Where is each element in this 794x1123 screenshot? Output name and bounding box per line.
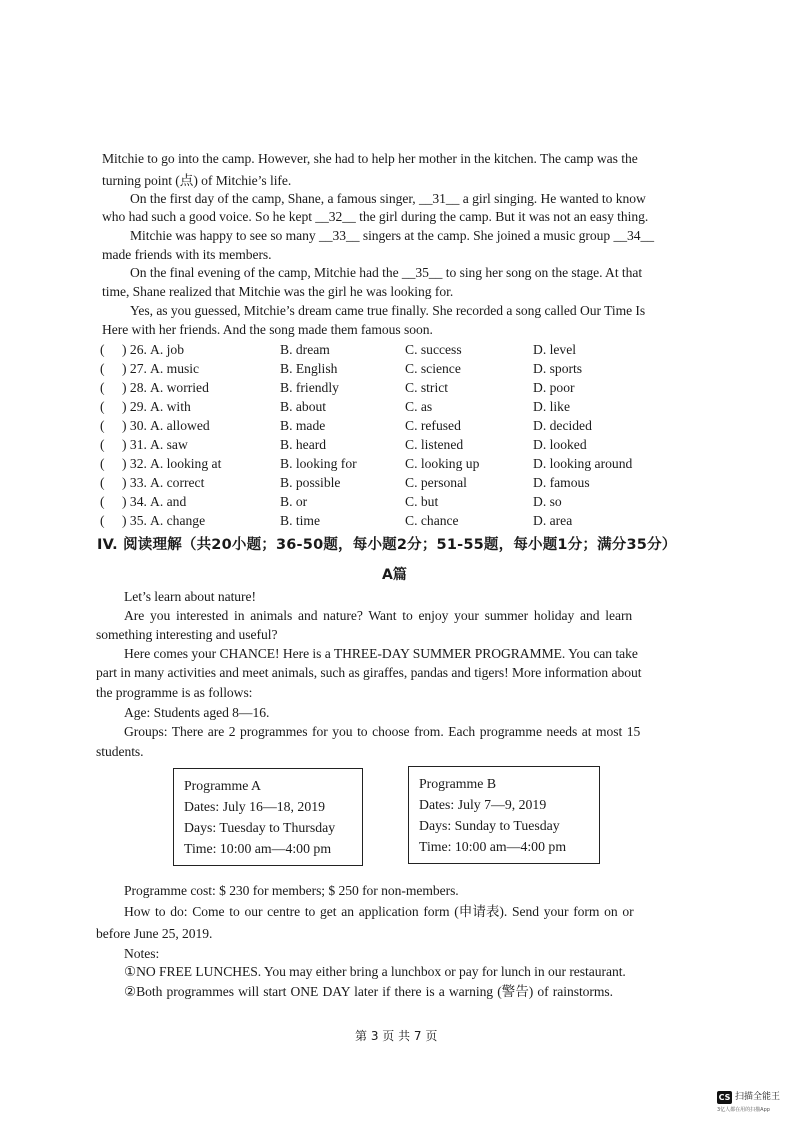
programme-b-box	[408, 766, 600, 864]
cloze-line-4: who had such a good voice. So he kept __32__ the girl during the camp. But it was not an easy thing.	[102, 209, 649, 224]
passage-line: students.	[96, 744, 144, 759]
option-row	[100, 435, 700, 454]
option-b: B. heard	[280, 437, 327, 452]
option-d: D. level	[533, 342, 577, 357]
option-row	[100, 340, 700, 359]
programme-b-dates: Dates: July 7—9, 2019	[419, 797, 547, 812]
answer-paren[interactable]: (	[100, 494, 105, 509]
question-number: ) 26.	[122, 342, 147, 357]
option-d: D. poor	[533, 380, 575, 395]
programme-a-dates: Dates: July 16—18, 2019	[184, 799, 326, 814]
option-c: C. refused	[405, 418, 461, 433]
option-d: D. area	[533, 513, 573, 528]
how-to-do: How to do: Come to our centre to get an application form (申请表). Send your form on or	[124, 904, 634, 919]
passage-line: part in many activities and meet animals, such as giraffes, pandas and tigers! More information about	[96, 665, 642, 680]
passage-line: Here comes your CHANCE! Here is a THREE-DAY SUMMER PROGRAMME. You can take	[124, 646, 638, 661]
answer-paren[interactable]: (	[100, 437, 105, 452]
question-number: ) 29.	[122, 399, 147, 414]
option-row	[100, 473, 700, 492]
answer-paren[interactable]: (	[100, 342, 105, 357]
answer-paren[interactable]: (	[100, 456, 105, 471]
question-number: ) 32.	[122, 456, 147, 471]
option-d: D. famous	[533, 475, 590, 490]
option-a: A. looking at	[150, 456, 222, 471]
cs-logo-icon: CS	[718, 1093, 731, 1102]
option-row	[100, 492, 700, 511]
option-c: C. strict	[405, 380, 449, 395]
answer-paren[interactable]: (	[100, 475, 105, 490]
question-number: ) 31.	[122, 437, 147, 452]
page-number: 第 3 页 共 7 页	[355, 1029, 438, 1043]
programme-cost: Programme cost: $ 230 for members; $ 250 for non-members.	[124, 883, 459, 898]
option-row	[100, 378, 700, 397]
answer-paren[interactable]: (	[100, 361, 105, 376]
question-number: ) 33.	[122, 475, 147, 490]
note-1: ①NO FREE LUNCHES. You may either bring a lunchbox or pay for lunch in our restaurant.	[124, 964, 626, 979]
option-d: D. looking around	[533, 456, 633, 471]
cloze-line-9: Yes, as you guessed, Mitchie’s dream came true finally. She recorded a song called Our Time Is	[130, 303, 646, 318]
option-a: A. and	[150, 494, 187, 509]
cloze-line-2: turning point (点) of Mitchie’s life.	[102, 173, 292, 188]
note-2: ②Both programmes will start ONE DAY later if there is a warning (警告) of rainstorms.	[124, 984, 614, 999]
cloze-line-10: Here with her friends. And the song made them famous soon.	[102, 322, 433, 337]
option-b: B. friendly	[280, 380, 339, 395]
option-c: C. success	[405, 342, 462, 357]
cloze-line-5: Mitchie was happy to see so many __33__ singers at the camp. She joined a music group __34__	[130, 228, 654, 243]
programme-b-days: Days: Sunday to Tuesday	[419, 818, 560, 833]
question-number: ) 27.	[122, 361, 147, 376]
option-b: B. about	[280, 399, 327, 414]
option-a: A. change	[150, 513, 206, 528]
option-d: D. like	[533, 399, 570, 414]
answer-paren[interactable]: (	[100, 513, 105, 528]
watermark-subtitle: 3亿人都在用的扫描App	[717, 1107, 770, 1113]
cloze-line-6: made friends with its members.	[102, 247, 272, 262]
cloze-line-3: On the first day of the camp, Shane, a famous singer, __31__ a girl singing. He wanted to know	[130, 191, 646, 206]
answer-paren[interactable]: (	[100, 399, 105, 414]
option-b: B. made	[280, 418, 326, 433]
programme-a-days: Days: Tuesday to Thursday	[184, 820, 336, 835]
programme-a-box	[173, 768, 363, 866]
option-c: C. chance	[405, 513, 459, 528]
option-b: B. possible	[280, 475, 341, 490]
option-row	[100, 397, 700, 416]
passage-line: Let’s learn about nature!	[124, 589, 256, 604]
option-c: C. science	[405, 361, 461, 376]
passage-line: the programme is as follows:	[96, 685, 253, 700]
cloze-line-1: Mitchie to go into the camp. However, she had to help her mother in the kitchen. The camp was the	[102, 151, 638, 166]
option-a: A. allowed	[150, 418, 210, 433]
option-a: A. music	[150, 361, 200, 376]
notes-label: Notes:	[124, 946, 160, 961]
option-a: A. with	[150, 399, 191, 414]
option-c: C. as	[405, 399, 433, 414]
option-b: B. English	[280, 361, 338, 376]
option-a: A. worried	[150, 380, 209, 395]
passage-line: Age: Students aged 8—16.	[124, 705, 270, 720]
passage-line: Groups: There are 2 programmes for you to choose from. Each programme needs at most 15	[124, 724, 641, 739]
answer-paren[interactable]: (	[100, 380, 105, 395]
option-a: A. job	[150, 342, 184, 357]
programme-b-time: Time: 10:00 am—4:00 pm	[419, 839, 567, 854]
option-d: D. looked	[533, 437, 587, 452]
option-b: B. looking for	[280, 456, 357, 471]
option-a: A. saw	[150, 437, 188, 452]
scanner-watermark	[717, 1091, 787, 1117]
option-d: D. sports	[533, 361, 583, 376]
section-heading: IV. 阅读理解（共20小题；36-50题，每小题2分；51-55题，每小题1分；满分35分）	[97, 537, 677, 553]
how-to-do-cont: before June 25, 2019.	[96, 926, 213, 941]
passage-line: something interesting and useful?	[96, 627, 278, 642]
question-number: ) 30.	[122, 418, 147, 433]
answer-paren[interactable]: (	[100, 418, 105, 433]
option-a: A. correct	[150, 475, 205, 490]
option-c: C. but	[405, 494, 439, 509]
question-number: ) 28.	[122, 380, 147, 395]
question-number: ) 35.	[122, 513, 147, 528]
option-d: D. decided	[533, 418, 592, 433]
cloze-line-8: time, Shane realized that Mitchie was the girl he was looking for.	[102, 284, 454, 299]
watermark-name: 扫描全能王	[735, 1092, 781, 1102]
cloze-line-7: On the final evening of the camp, Mitchie had the __35__ to sing her song on the stage. At that	[130, 265, 643, 280]
question-number: ) 34.	[122, 494, 147, 509]
section-title: A篇	[382, 567, 407, 583]
option-c: C. listened	[405, 437, 464, 452]
option-c: C. personal	[405, 475, 467, 490]
option-row	[100, 454, 700, 473]
passage-line: Are you interested in animals and nature? Want to enjoy your summer holiday and learn	[124, 608, 633, 623]
option-b: B. or	[280, 494, 308, 509]
option-b: B. dream	[280, 342, 330, 357]
programme-b-name: Programme B	[419, 776, 497, 791]
option-d: D. so	[533, 494, 562, 509]
option-b: B. time	[280, 513, 321, 528]
option-row	[100, 359, 700, 378]
programme-a-time: Time: 10:00 am—4:00 pm	[184, 841, 332, 856]
option-row	[100, 511, 700, 530]
option-row	[100, 416, 700, 435]
programme-a-name: Programme A	[184, 778, 262, 793]
option-c: C. looking up	[405, 456, 480, 471]
